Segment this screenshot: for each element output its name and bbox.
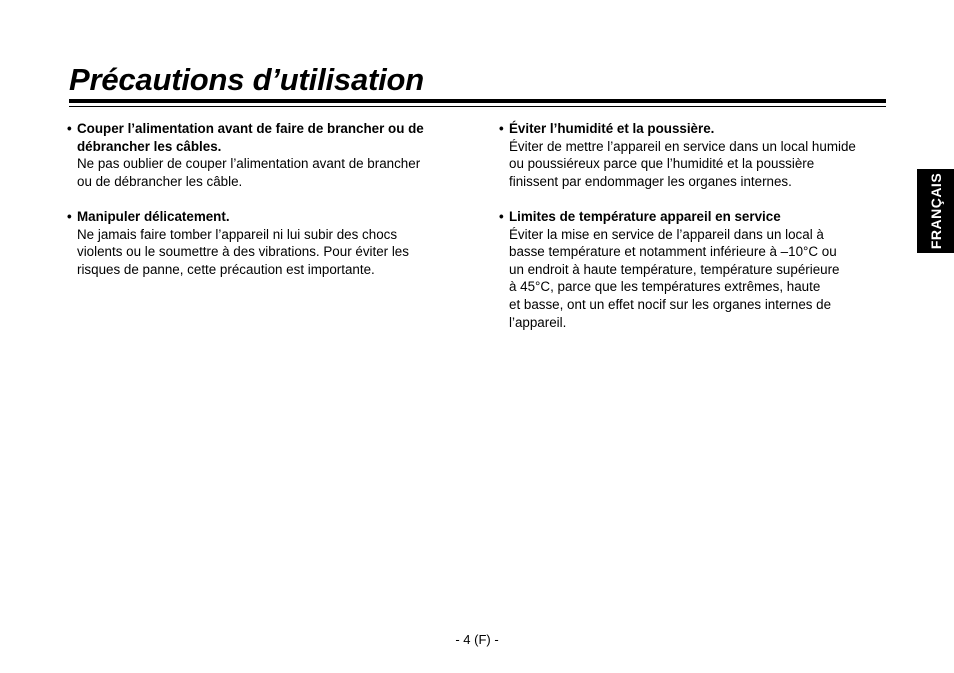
precaution-item-handling (67, 208, 462, 278)
language-tab-label: FRANÇAIS (927, 172, 944, 250)
bullet-icon: • (499, 121, 504, 136)
precaution-heading: Couper l’alimentation avant de faire de brancher ou de débrancher les câbles. (77, 121, 424, 154)
left-column (67, 120, 462, 296)
precaution-heading: Éviter l’humidité et la poussière. (509, 121, 715, 136)
page-number: - 4 (F) - (455, 632, 499, 647)
precaution-body: Ne pas oublier de couper l’alimentation avant de brancher ou de débrancher les câble. (77, 156, 421, 189)
precaution-heading: Limites de température appareil en service (509, 208, 781, 224)
title-rule-thick (69, 99, 886, 103)
language-tab (917, 169, 954, 253)
bullet-icon: • (499, 208, 504, 224)
precaution-body: Éviter de mettre l’appareil en service dans un local humide ou poussiéreux parce que l’humidité et la poussière finissent par endommager les organes internes. (509, 138, 856, 189)
precaution-item-power (67, 120, 462, 190)
precaution-body: Éviter la mise en service de l’appareil dans un local à basse température et notamment inférieure à –10°C ou un endroit à haute température, température supérieure à 45°C, parce que les températures extrêmes, haute et basse, ont un effet nocif sur les organes internes de l’appareil. (509, 226, 840, 330)
precaution-item-temperature (499, 208, 894, 331)
precaution-body: Ne jamais faire tomber l’appareil ni lui subir des chocs violents ou le soumettre à des vibrations. Pour éviter les risques de panne, cette précaution est importante. (77, 226, 409, 277)
bullet-icon: • (67, 208, 72, 224)
precaution-heading: Manipuler délicatement. (77, 208, 230, 224)
right-column (499, 120, 894, 349)
precaution-item-humidity (499, 120, 894, 190)
bullet-icon: • (67, 121, 72, 136)
page-title: Précautions d’utilisation (69, 62, 424, 97)
title-rule-thin (69, 106, 886, 107)
